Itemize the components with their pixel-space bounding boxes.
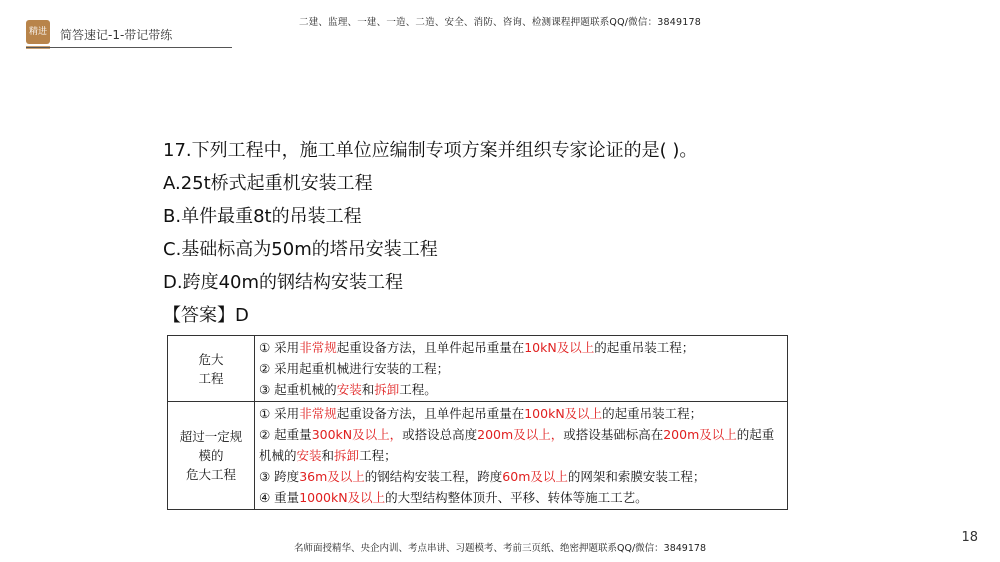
list-item: ① 采用非常规起重设备方法，且单件起吊重量在10kN及以上的起重吊装工程； <box>259 340 695 355</box>
list-item: ④ 重量1000kN及以上的大型结构整体顶升、平移、转体等施工工艺。 <box>259 490 648 505</box>
option-d: D.跨度40m的钢结构安装工程 <box>163 272 404 293</box>
reference-table <box>167 335 788 510</box>
question-block <box>163 134 697 332</box>
section-title: 简答速记-1-带记带练 <box>60 28 173 42</box>
table-row <box>168 336 788 402</box>
category-label: 危大 <box>198 351 224 367</box>
category-cell <box>168 402 255 510</box>
option-c: C.基础标高为50m的塔吊安装工程 <box>163 239 438 260</box>
category-label: 超过一定规 <box>179 429 243 444</box>
category-label: 工程 <box>198 370 224 386</box>
question-stem: 17.下列工程中，施工单位应编制专项方案并组织专家论证的是( )。 <box>163 140 698 161</box>
table-row <box>168 402 788 510</box>
option-b: B.单件最重8t的吊装工程 <box>163 206 362 227</box>
bottom-advertisement: 名师面授精华、央企内训、考点串讲、习题模考、考前三页纸、绝密押题联系QQ/微信：3849178 <box>294 543 706 554</box>
items-cell <box>255 336 788 402</box>
list-item: ② 采用起重机械进行安装的工程； <box>259 361 450 376</box>
list-item: ① 采用非常规起重设备方法，且单件起吊重量在100kN及以上的起重吊装工程； <box>259 406 703 421</box>
list-item: ③ 跨度36m及以上的钢结构安装工程，跨度60m及以上的网架和索膜安装工程； <box>259 469 706 484</box>
brand-logo: 精进 <box>26 20 50 44</box>
list-item: ③ 起重机械的安装和拆卸工程。 <box>259 382 437 397</box>
option-a: A.25t桥式起重机安装工程 <box>163 173 373 194</box>
list-item: ② 起重量300kN及以上，或搭设总高度200m及以上，或搭设基础标高在200m及以上的起重机械的安装和拆卸工程； <box>259 427 775 463</box>
items-cell <box>255 402 788 510</box>
category-label: 危大工程 <box>185 467 236 482</box>
top-advertisement: 二建、监理、一建、一造、二造、安全、消防、咨询、检测课程押题联系QQ/微信：3849178 <box>299 17 701 28</box>
category-label: 模的 <box>198 448 224 463</box>
answer-line: 【答案】D <box>163 305 249 326</box>
header-divider <box>26 47 232 48</box>
page-number: 18 <box>961 530 978 545</box>
category-cell <box>168 336 255 402</box>
